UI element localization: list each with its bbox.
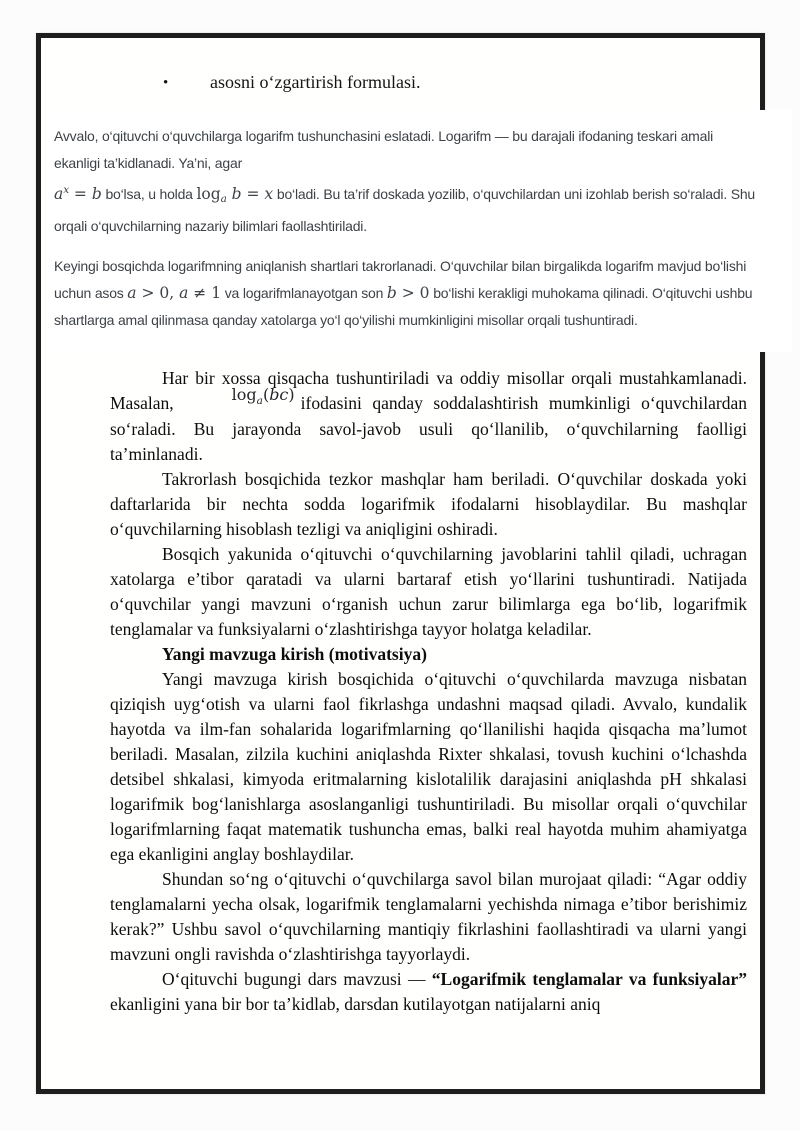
body-paragraph-bosqich-yakuni: Bosqich yakunida o‘qituvchi o‘quvchilarning javoblarini tahlil qiladi, uchragan xatolarga e’tibor qaratadi va ularni bartaraf etish yo‘llarini tushuntiradi. Natijada o‘quvchilar yangi mavzuni o‘rganish uchun zarur bilimlarga ega bo‘lib, logarifmik tenglamalar va funksiyalarni o‘zlashtirishga tayyor holatga keladilar. <box>110 543 747 639</box>
bullet-item <box>163 72 420 93</box>
bullet-icon: • <box>163 75 169 91</box>
body-paragraph-kirish: Yangi mavzuga kirish bosqichida o‘qituvchi o‘quvchilarda mavzuga nisbatan qiziqish uyg‘otish va ularni faol fikrlashga undashni maqsad qiladi. Avvalo, kundalik hayotda va ilm-fan sohalarida logarifmlarning qo‘llanilishi haqida qisqacha ma’lumot beriladi. Masalan, zilzila kuchini aniqlashda Rixter shkalasi, tovush kuchini o‘lchashda detsibel shkalasi, kimyoda eritmalarning kislotalilik darajasini aniqlashda pH shkalasi logarifmik bog‘lanishlarga asoslanganligi tushuntiriladi. Bu misollar orqali o‘quvchilar logarifmlarning faqat matematik tushuncha emas, balki real hayotda muhim ahamiyatga ega ekanligini anglay boshlaydilar. <box>110 668 747 864</box>
body-heading-motivatsiya: Yangi mavzuga kirish (motivatsiya) <box>162 643 427 664</box>
bullet-item-text: asosni o‘zgartirish formulasi. <box>210 72 421 92</box>
body-paragraph-mavzu: O‘qituvchi bugungi dars mavzusi — “Logarifmik tenglamalar va funksiyalar” ekanligini yana bir bor ta’kidlab, darsdan kutilayotgan natijalarni aniq <box>110 968 747 1014</box>
body-paragraph-takrorlash: Takrorlash bosqichida tezkor mashqlar ham beriladi. O‘quvchilar doskada yoki daftarlarida bir nechta sodda logarifmik ifodalarni hisoblaydilar. Bu mashqlar o‘quvchilarning hisoblash tezligi va aniqligini oshiradi. <box>110 468 747 539</box>
pasted-note-block <box>50 110 792 352</box>
note-paragraph-1: Avvalo, o‘qituvchi o‘quvchilarga logarifm tushunchasini eslatadi. Logarifm — bu darajali ifodaning teskari amali ekanligi ta’kidlanadi. Ya’ni, agar $a^x = b$ bo‘lsa, u holda $\log_a b = x$ bo‘ladi. Bu ta’rif doskada yozilib, o‘quvchilardan uni izohlab berish so‘raladi. Shu orqali o‘quvchilarning nazariy bilimlari faollashtiriladi. <box>54 128 756 234</box>
inline-formula: $\log_a(bc)$ <box>231 385 295 407</box>
body-paragraph-xossa: Har bir xossa qisqacha tushuntiriladi va oddiy misollar orqali mustahkamlanadi. Masalan, $\log_a(bc)$ ifodasini qanday soddalashtirish mumkinligi o‘quvchilardan so‘raladi. Bu jarayonda savol-javob usuli qo‘llanilib, o‘quvchilarning faolligi ta’minlanadi. <box>110 368 747 464</box>
body-paragraph-savol: Shundan so‘ng o‘qituvchi o‘quvchilarga savol bilan murojaat qiladi: “Agar oddiy tenglamalarni yecha olsak, logarifmik tenglamalarni yechishda nimaga e’tibor berishimiz kerak?” Ushbu savol o‘quvchilarning mantiqiy fikrlashini faollashtiradi va ularni yangi mavzuni ongli ravishda o‘zlashtirishga tayyorlaydi. <box>110 868 747 964</box>
lesson-body-block <box>110 366 747 1017</box>
note-paragraph-2: Keyingi bosqichda logarifmning aniqlanish shartlari takrorlanadi. O‘quvchilar bilan birgalikda logarifm mavjud bo‘lishi uchun asos a > 0, a ≠ 1 va logarifmlanayotgan son b > 0 bo‘lishi kerakligi muhokama qilinadi. O‘qituvchi ushbu shartlarga amal qilinmasa qanday xatolarga yo‘l qo‘yilishi mumkinligini misollar orqali tushuntiradi. <box>54 258 753 328</box>
